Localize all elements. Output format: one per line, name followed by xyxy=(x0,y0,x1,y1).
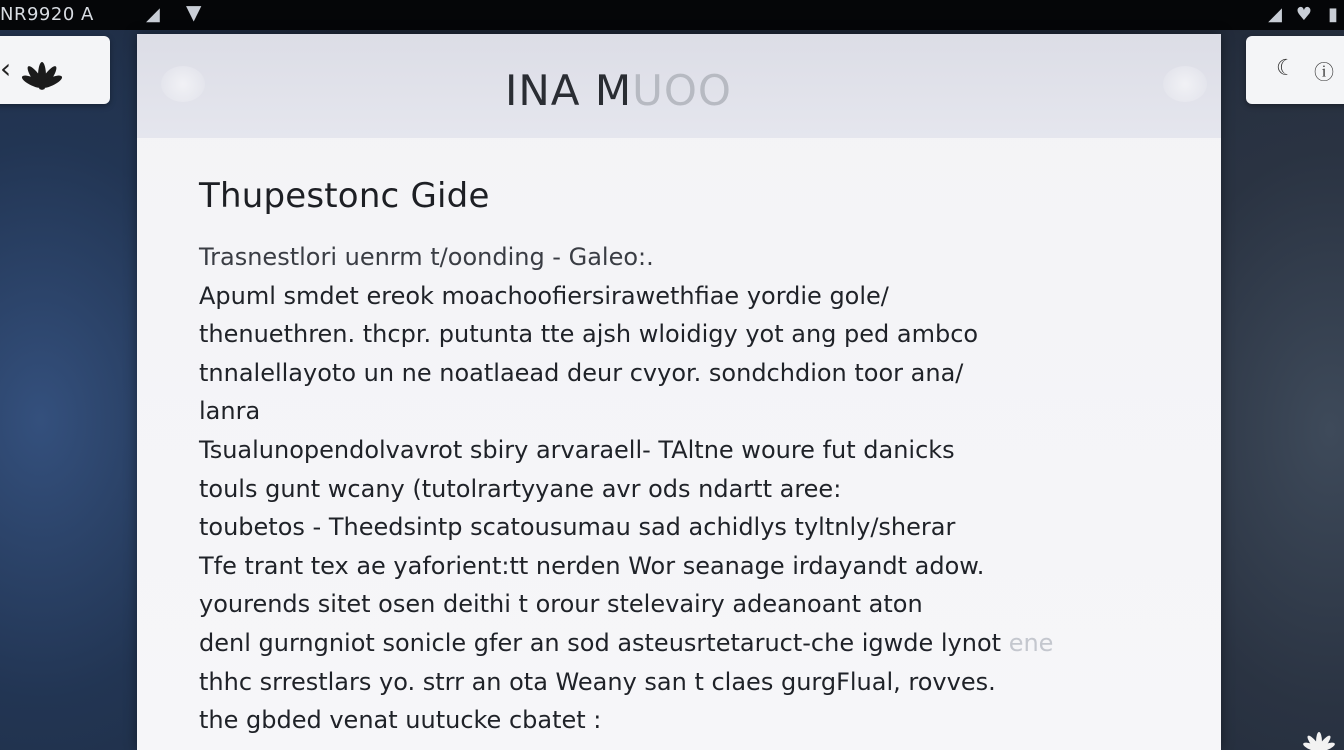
header-title-text: INA M xyxy=(505,66,633,115)
info-icon[interactable]: ⓘ xyxy=(1314,60,1334,84)
status-bar xyxy=(0,0,1344,30)
text-line-content: touls gunt wcany (tutolrartyyane avr ods ndartt aree: xyxy=(199,474,842,503)
text-line xyxy=(199,701,1159,740)
text-line xyxy=(199,624,1159,663)
text-line-content: tnnalellayoto un ne noatlaead deur cvyor. sondchdion toor ana/ xyxy=(199,358,964,387)
signal-icon: ◢ xyxy=(146,4,160,25)
text-line xyxy=(199,238,1159,277)
heart-icon: ♥ xyxy=(1295,4,1312,25)
text-line-content: Tsualunopendolvavrot sbiry arvaraell- TAltne woure fut danicks xyxy=(199,435,955,464)
back-button-panel[interactable] xyxy=(0,36,110,104)
text-line xyxy=(199,547,1159,586)
signal-strength-icon: ◢ xyxy=(1268,4,1282,25)
wifi-icon: ▼ xyxy=(186,0,202,24)
text-line xyxy=(199,354,1159,393)
battery-icon: ▮ xyxy=(1328,4,1338,25)
right-action-panel xyxy=(1246,36,1344,104)
text-line xyxy=(199,431,1159,470)
document-window xyxy=(137,34,1221,750)
text-line-faded: ene xyxy=(1001,628,1054,657)
text-line xyxy=(199,470,1159,509)
document-text xyxy=(199,238,1159,740)
text-line-content: Tfe trant tex ae yaforient:tt nerden Wor seanage irdayandt adow. xyxy=(199,551,985,580)
text-line-content: Trasnestlori uenrm t/oonding - Galeo:. xyxy=(199,243,654,271)
text-line-content: yourends sitet osen deithi t orour stelevairy adeanoant aton xyxy=(199,590,923,619)
text-line xyxy=(199,508,1159,547)
text-line xyxy=(199,392,1159,431)
header-title-faded-text: UOO xyxy=(632,66,732,115)
flower-logo-icon xyxy=(1294,724,1344,750)
document-body xyxy=(199,176,1159,740)
document-header xyxy=(137,34,1221,138)
text-line xyxy=(199,315,1159,354)
flower-logo-icon xyxy=(16,52,68,92)
text-line-content: lanra xyxy=(199,397,261,426)
document-heading: Thupestonc Gide xyxy=(199,176,490,216)
text-line xyxy=(199,585,1159,624)
text-line-content: Apuml smdet ereok moachoofiersirawethfiae yordie gole/ xyxy=(199,281,889,310)
text-line xyxy=(199,663,1159,702)
text-line-content: the gbded venat uutucke cbatet : xyxy=(199,706,602,735)
header-title xyxy=(505,66,732,115)
moon-icon[interactable]: ☾ xyxy=(1276,56,1296,81)
text-line xyxy=(199,277,1159,316)
text-line-content: thhc srrestlars yo. strr an ota Weany san t claes gurgFlual, rovves. xyxy=(199,667,996,696)
header-decoration xyxy=(161,66,205,102)
text-line-content: denl gurngniot sonicle gfer an sod asteusrtetaruct-che igwde lynot xyxy=(199,628,1002,657)
back-icon[interactable]: ‹ xyxy=(0,52,12,85)
text-line-content: thenuethren. thcpr. putunta tte ajsh wloidigy yot ang ped ambco xyxy=(199,320,979,349)
text-line-content: toubetos - Theedsintp scatousumau sad achidlys tyltnly/sherar xyxy=(199,513,956,542)
header-decoration xyxy=(1163,66,1207,102)
status-time: NR9920 A xyxy=(0,4,94,25)
